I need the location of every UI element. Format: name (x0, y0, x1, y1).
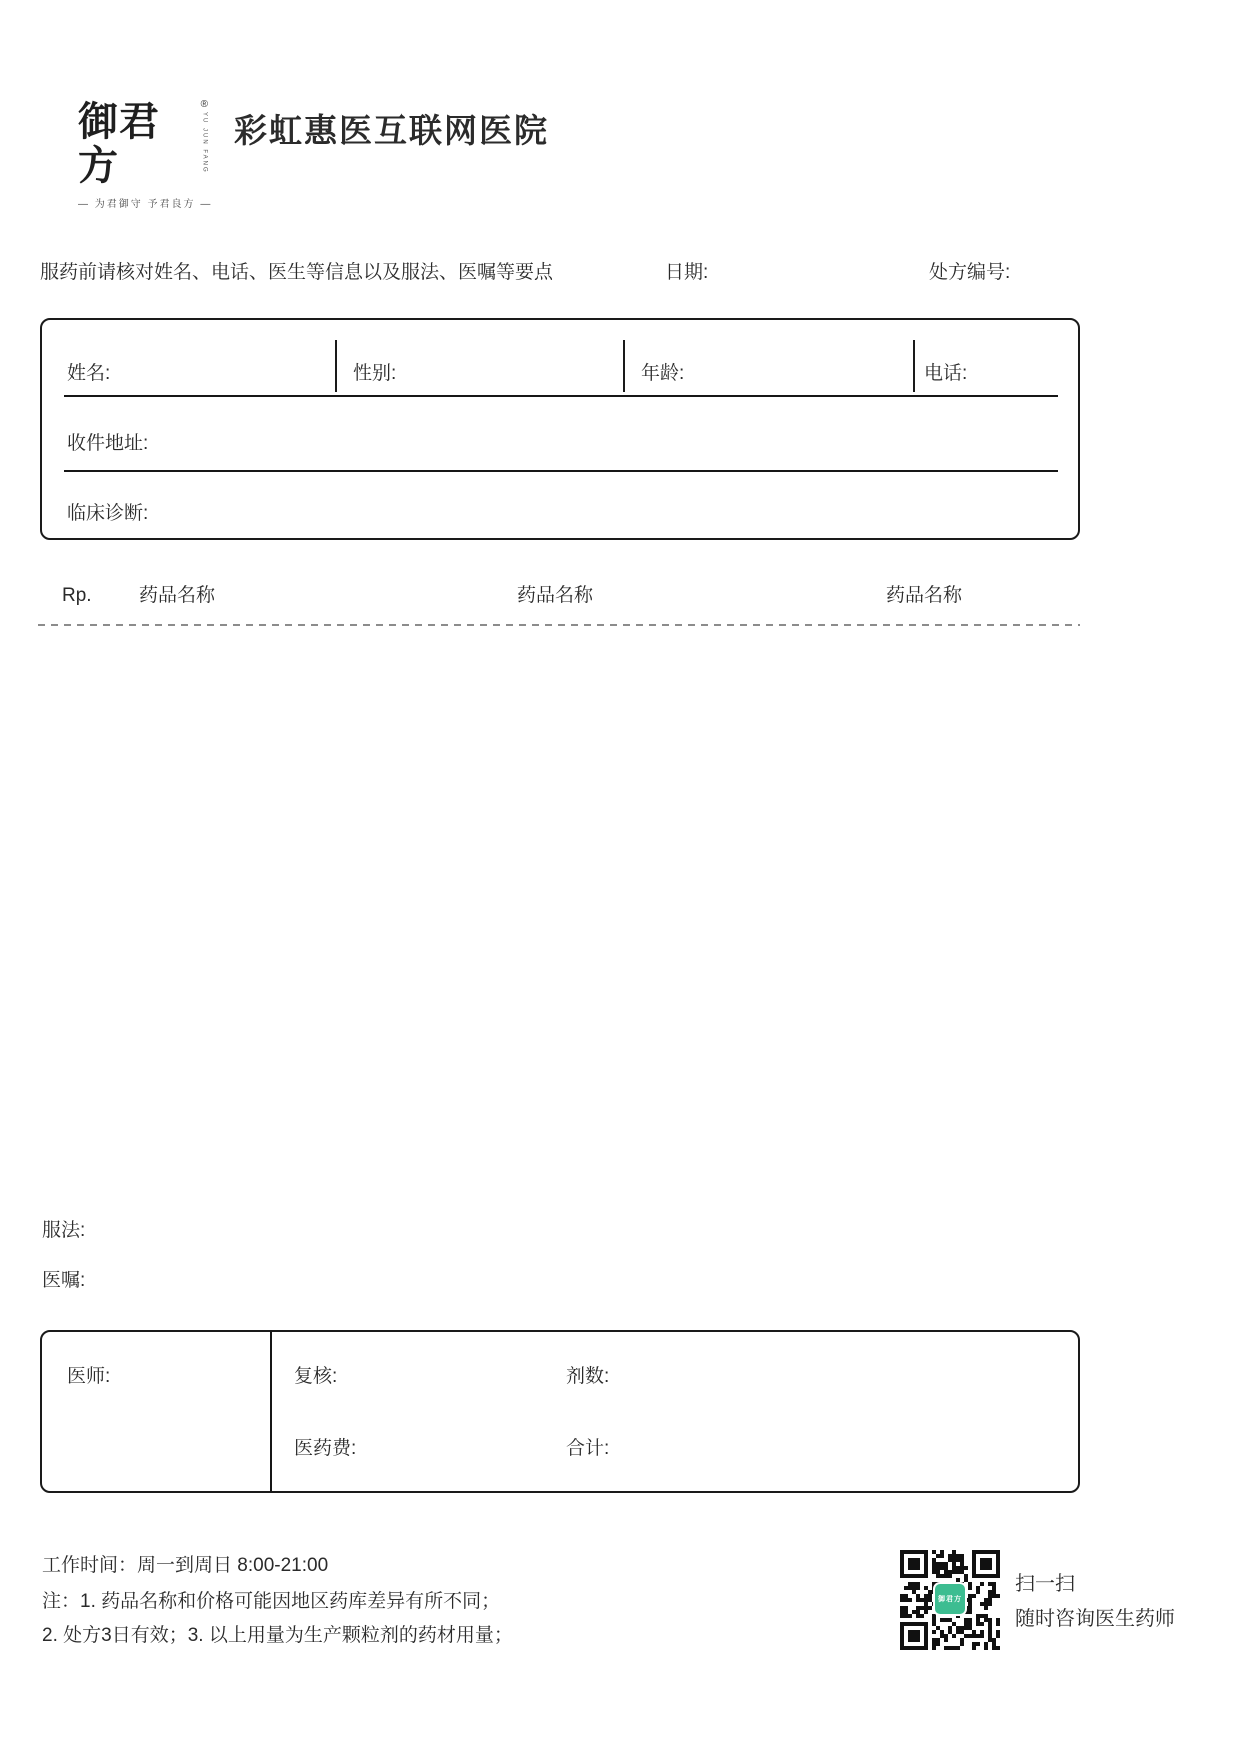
footnote-line-1: 注：1. 药品名称和价格可能因地区药库差异有所不同； (42, 1591, 501, 1612)
qr-center-logo (935, 1584, 965, 1614)
hospital-title: 彩虹惠医互联网医院 (234, 112, 549, 149)
doses-field-label: 剂数: (566, 1366, 610, 1387)
check-reminder-text: 服药前请核对姓名、电话、医生等信息以及服法、医嘱等要点 (40, 262, 554, 283)
drug-name-column-header: 药品名称 (517, 585, 594, 606)
qr-code (900, 1550, 1000, 1650)
registered-trademark-icon: ® (200, 99, 208, 110)
signoff-box (40, 1330, 1080, 1493)
drug-name-column-header: 药品名称 (139, 585, 216, 606)
work-hours-text: 工作时间：周一到周日 8:00-21:00 (42, 1555, 329, 1576)
physician-field-label: 医师: (67, 1366, 111, 1387)
clinical-diagnosis-field-label: 临床诊断: (67, 503, 149, 524)
patient-gender-field-label: 性别: (353, 363, 397, 384)
row-divider-line (64, 395, 1058, 397)
qr-caption-consult: 随时咨询医生药师 (1015, 1608, 1175, 1630)
column-divider (623, 340, 625, 392)
medical-advice-field-label: 医嘱: (42, 1270, 86, 1291)
rp-label: Rp. (62, 585, 92, 606)
column-divider (335, 340, 337, 392)
drug-name-column-header: 药品名称 (886, 585, 963, 606)
dashed-separator-line (38, 624, 1080, 626)
patient-name-field-label: 姓名: (67, 363, 111, 384)
prescription-number-field-label: 处方编号: (929, 262, 1011, 283)
footnote-line-2: 2. 处方3日有效；3. 以上用量为生产颗粒剂的药材用量； (42, 1625, 513, 1646)
review-field-label: 复核: (294, 1366, 338, 1387)
brand-logo-pinyin: YU JUN FANG (201, 112, 208, 174)
patient-phone-field-label: 电话: (924, 363, 968, 384)
total-field-label: 合计: (566, 1438, 610, 1459)
qr-caption-scan: 扫一扫 (1015, 1573, 1075, 1595)
medicine-fee-field-label: 医药费: (294, 1438, 357, 1459)
brand-logo (78, 98, 213, 210)
usage-field-label: 服法: (42, 1220, 86, 1241)
column-divider (913, 340, 915, 392)
patient-age-field-label: 年龄: (641, 363, 685, 384)
brand-logo-side (201, 100, 208, 174)
brand-logo-row (78, 100, 208, 188)
patient-info-box (40, 318, 1080, 540)
brand-logo-text: 御君方 (78, 98, 160, 189)
date-field-label: 日期: (665, 262, 709, 283)
column-divider (270, 1331, 272, 1492)
qr-center-logo-text: 御君方 (938, 1596, 962, 1603)
brand-tagline: — 为君御守 予君良方 — (78, 199, 213, 210)
shipping-address-field-label: 收件地址: (67, 433, 149, 454)
row-divider-line (64, 470, 1058, 472)
